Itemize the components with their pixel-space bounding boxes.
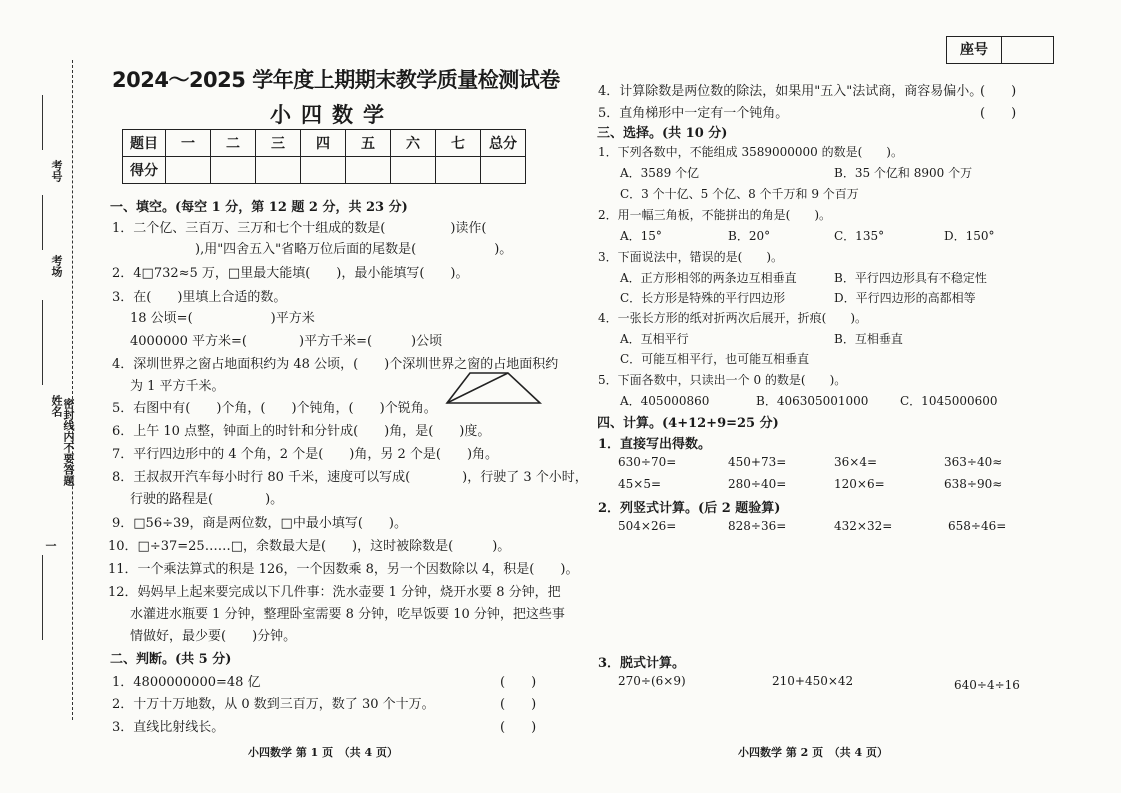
class-blank bbox=[42, 555, 45, 640]
score-cell: 总分 bbox=[481, 130, 526, 157]
question-10: 10．□÷37=25……□，余数最大是( )，这时被除数是( )。 bbox=[108, 539, 511, 554]
question-11: 11．一个乘法算式的积是 126，一个因数乘 8，另一个因数除以 4，积是( )。 bbox=[108, 562, 579, 577]
oral-calc-item: 280÷40= bbox=[728, 477, 787, 491]
question-12-line-2: 水灌进水瓶要 1 分钟，整理卧室需要 8 分钟，吃早饭要 10 分钟，把这些事 bbox=[130, 607, 565, 622]
score-input-cell[interactable] bbox=[301, 157, 346, 184]
seal-note: 密封线内不要答题 bbox=[62, 398, 75, 486]
choice-1-option-b[interactable]: B．35 个亿和 8900 个万 bbox=[834, 166, 973, 180]
choice-2: 2．用一幅三角板，不能拼出的角是( )。 bbox=[598, 208, 831, 222]
calc-part-2-title: 2．列竖式计算。(后 2 题验算) bbox=[598, 501, 781, 516]
question-4-line-2: 为 1 平方千米。 bbox=[130, 379, 225, 394]
question-7: 7．平行四边形中的 4 个角，2 个是( )角，另 2 个是( )角。 bbox=[112, 447, 499, 462]
choice-3-option-b[interactable]: B．平行四边形具有不稳定性 bbox=[834, 271, 987, 285]
score-input-cell[interactable] bbox=[391, 157, 436, 184]
exam-no-label: 考号 bbox=[50, 160, 63, 182]
score-cell: 一 bbox=[166, 130, 211, 157]
trapezoid-figure bbox=[444, 370, 544, 406]
choice-3-option-d[interactable]: D．平行四边形的高都相等 bbox=[834, 291, 976, 305]
exam-room-blank bbox=[42, 195, 45, 250]
score-input-cell[interactable] bbox=[346, 157, 391, 184]
oral-calc-item: 36×4= bbox=[834, 455, 878, 469]
judge-3: 3．直线比射线长。 bbox=[112, 720, 225, 735]
choice-2-option-b[interactable]: B．20° bbox=[728, 229, 771, 243]
score-cell: 题目 bbox=[123, 130, 166, 157]
question-1-line-1: 1．二个亿、三百万、三万和七个十组成的数是( )读作( bbox=[112, 221, 487, 236]
vertical-calc-item: 504×26= bbox=[618, 519, 677, 533]
score-input-cell[interactable] bbox=[436, 157, 481, 184]
oral-calc-item: 363÷40≈ bbox=[944, 455, 1003, 469]
score-cell: 二 bbox=[211, 130, 256, 157]
class-mark: 一 bbox=[44, 540, 57, 551]
question-9: 9．□56÷39，商是两位数，□中最小填写( )。 bbox=[112, 516, 407, 531]
section-fill-blank-title: 一、填空。(每空 1 分，第 12 题 2 分，共 23 分) bbox=[110, 200, 408, 215]
question-3-b: 4000000 平方米=( )平方千米=( )公顷 bbox=[130, 334, 443, 349]
section-choice-title: 三、选择。(共 10 分) bbox=[597, 126, 728, 141]
calc-part-1-title: 1．直接写出得数。 bbox=[598, 437, 712, 452]
answer-paren[interactable]: ( ) bbox=[500, 675, 537, 690]
score-cell: 六 bbox=[391, 130, 436, 157]
choice-3-option-a[interactable]: A．正方形相邻的两条边互相垂直 bbox=[620, 271, 797, 285]
seat-number-field[interactable] bbox=[1002, 37, 1053, 63]
choice-2-option-a[interactable]: A．15° bbox=[620, 229, 662, 243]
score-cell: 七 bbox=[436, 130, 481, 157]
oral-calc-item: 638÷90≈ bbox=[944, 477, 1003, 491]
name-blank bbox=[42, 300, 45, 385]
section-judge-title: 二、判断。(共 5 分) bbox=[110, 652, 232, 667]
score-cell: 得分 bbox=[123, 157, 166, 184]
choice-4-option-c[interactable]: C．可能互相平行，也可能互相垂直 bbox=[620, 352, 810, 366]
question-12-line-3: 情做好，最少要( )分钟。 bbox=[130, 629, 297, 644]
score-input-cell[interactable] bbox=[211, 157, 256, 184]
choice-2-option-d[interactable]: D．150° bbox=[944, 229, 995, 243]
judge-5: 5．直角梯形中一定有一个钝角。 bbox=[598, 106, 789, 121]
question-6: 6．上午 10 点整，钟面上的时针和分针成( )角，是( )度。 bbox=[112, 424, 491, 439]
vertical-calc-item: 658÷46= bbox=[948, 519, 1007, 533]
name-label: 姓名 bbox=[50, 395, 63, 417]
exam-no-blank bbox=[42, 95, 45, 150]
page-2-footer: 小四数学 第 2 页 （共 4 页） bbox=[738, 746, 888, 759]
question-12-line-1: 12．妈妈早上起来要完成以下几件事：洗水壶要 1 分钟，烧开水要 8 分钟，把 bbox=[108, 585, 561, 600]
seal-line bbox=[72, 60, 73, 720]
exam-subtitle: 小四数学 bbox=[270, 103, 394, 127]
score-cell: 四 bbox=[301, 130, 346, 157]
question-2: 2．4□732≈5 万，□里最大能填( )，最小能填写( )。 bbox=[112, 266, 469, 281]
choice-2-option-c[interactable]: C．135° bbox=[834, 229, 885, 243]
page-1-footer: 小四数学 第 1 页 （共 4 页） bbox=[248, 746, 398, 759]
question-5: 5．右图中有( )个角，( )个钝角，( )个锐角。 bbox=[112, 401, 437, 416]
judge-2: 2．十万十万地数，从 0 数到三百万，数了 30 个十万。 bbox=[112, 697, 435, 712]
seat-number-box bbox=[946, 36, 1054, 64]
score-cell: 三 bbox=[256, 130, 301, 157]
choice-4: 4．一张长方形的纸对折两次后展开，折痕( )。 bbox=[598, 311, 867, 325]
oral-calc-item: 450+73= bbox=[728, 455, 787, 469]
question-3: 3．在( )里填上合适的数。 bbox=[112, 290, 287, 305]
judge-1: 1．4800000000=48 亿 bbox=[112, 675, 261, 690]
answer-paren[interactable]: ( ) bbox=[980, 106, 1017, 121]
choice-1: 1．下列各数中，不能组成 3589000000 的数是( )。 bbox=[598, 145, 903, 159]
oral-calc-item: 630÷70= bbox=[618, 455, 677, 469]
score-table bbox=[122, 129, 526, 184]
question-1-line-2: ),用"四舍五入"省略万位后面的尾数是( )。 bbox=[130, 242, 513, 257]
question-8-line-1: 8．王叔叔开汽车每小时行 80 千米，速度可以写成( )，行驶了 3 个小时， bbox=[112, 470, 588, 485]
score-cell: 五 bbox=[346, 130, 391, 157]
choice-1-option-c[interactable]: C．3 个十亿、5 个亿、8 个千万和 9 个百万 bbox=[620, 187, 859, 201]
section-calc-title: 四、计算。(4+12+9=25 分) bbox=[597, 416, 779, 431]
question-4-line-1: 4．深圳世界之窗占地面积约为 48 公顷，( )个深圳世界之窗的占地面积约 bbox=[112, 357, 559, 372]
seat-number-label: 座号 bbox=[947, 37, 1002, 63]
calc-part-3-title: 3．脱式计算。 bbox=[598, 656, 686, 671]
exam-room-label: 考场 bbox=[50, 255, 63, 277]
vertical-calc-item: 432×32= bbox=[834, 519, 893, 533]
choice-1-option-a[interactable]: A．3589 个亿 bbox=[620, 166, 700, 180]
choice-5-option-c[interactable]: C．1045000600 bbox=[900, 394, 998, 408]
step-calc-item: 270÷(6×9) bbox=[618, 674, 686, 688]
oral-calc-item: 45×5= bbox=[618, 477, 662, 491]
choice-5-option-a[interactable]: A．405000860 bbox=[620, 394, 710, 408]
choice-5: 5．下面各数中，只读出一个 0 的数是( )。 bbox=[598, 373, 847, 387]
oral-calc-item: 120×6= bbox=[834, 477, 885, 491]
step-calc-item: 210+450×42 bbox=[772, 674, 854, 688]
answer-paren[interactable]: ( ) bbox=[500, 697, 537, 712]
score-input-cell[interactable] bbox=[256, 157, 301, 184]
answer-paren[interactable]: ( ) bbox=[500, 720, 537, 735]
judge-4: 4．计算除数是两位数的除法，如果用"五入"法试商，商容易偏小。 bbox=[598, 84, 983, 99]
step-calc-item: 640÷4÷16 bbox=[954, 678, 1020, 692]
score-input-cell[interactable] bbox=[166, 157, 211, 184]
choice-4-option-b[interactable]: B．互相垂直 bbox=[834, 332, 903, 346]
answer-paren[interactable]: ( ) bbox=[980, 84, 1017, 99]
score-table-header-row bbox=[123, 130, 526, 157]
vertical-calc-item: 828÷36= bbox=[728, 519, 787, 533]
question-8-line-2: 行驶的路程是( )。 bbox=[130, 492, 284, 507]
score-input-cell[interactable] bbox=[481, 157, 526, 184]
choice-3-option-c[interactable]: C．长方形是特殊的平行四边形 bbox=[620, 291, 786, 305]
exam-title: 2024～2025 学年度上期期末教学质量检测试卷 bbox=[112, 68, 560, 92]
question-3-a: 18 公顷=( )平方米 bbox=[130, 311, 315, 326]
choice-4-option-a[interactable]: A．互相平行 bbox=[620, 332, 689, 346]
choice-5-option-b[interactable]: B．406305001000 bbox=[756, 394, 869, 408]
choice-3: 3．下面说法中，错误的是( )。 bbox=[598, 250, 783, 264]
score-table-score-row bbox=[123, 157, 526, 184]
